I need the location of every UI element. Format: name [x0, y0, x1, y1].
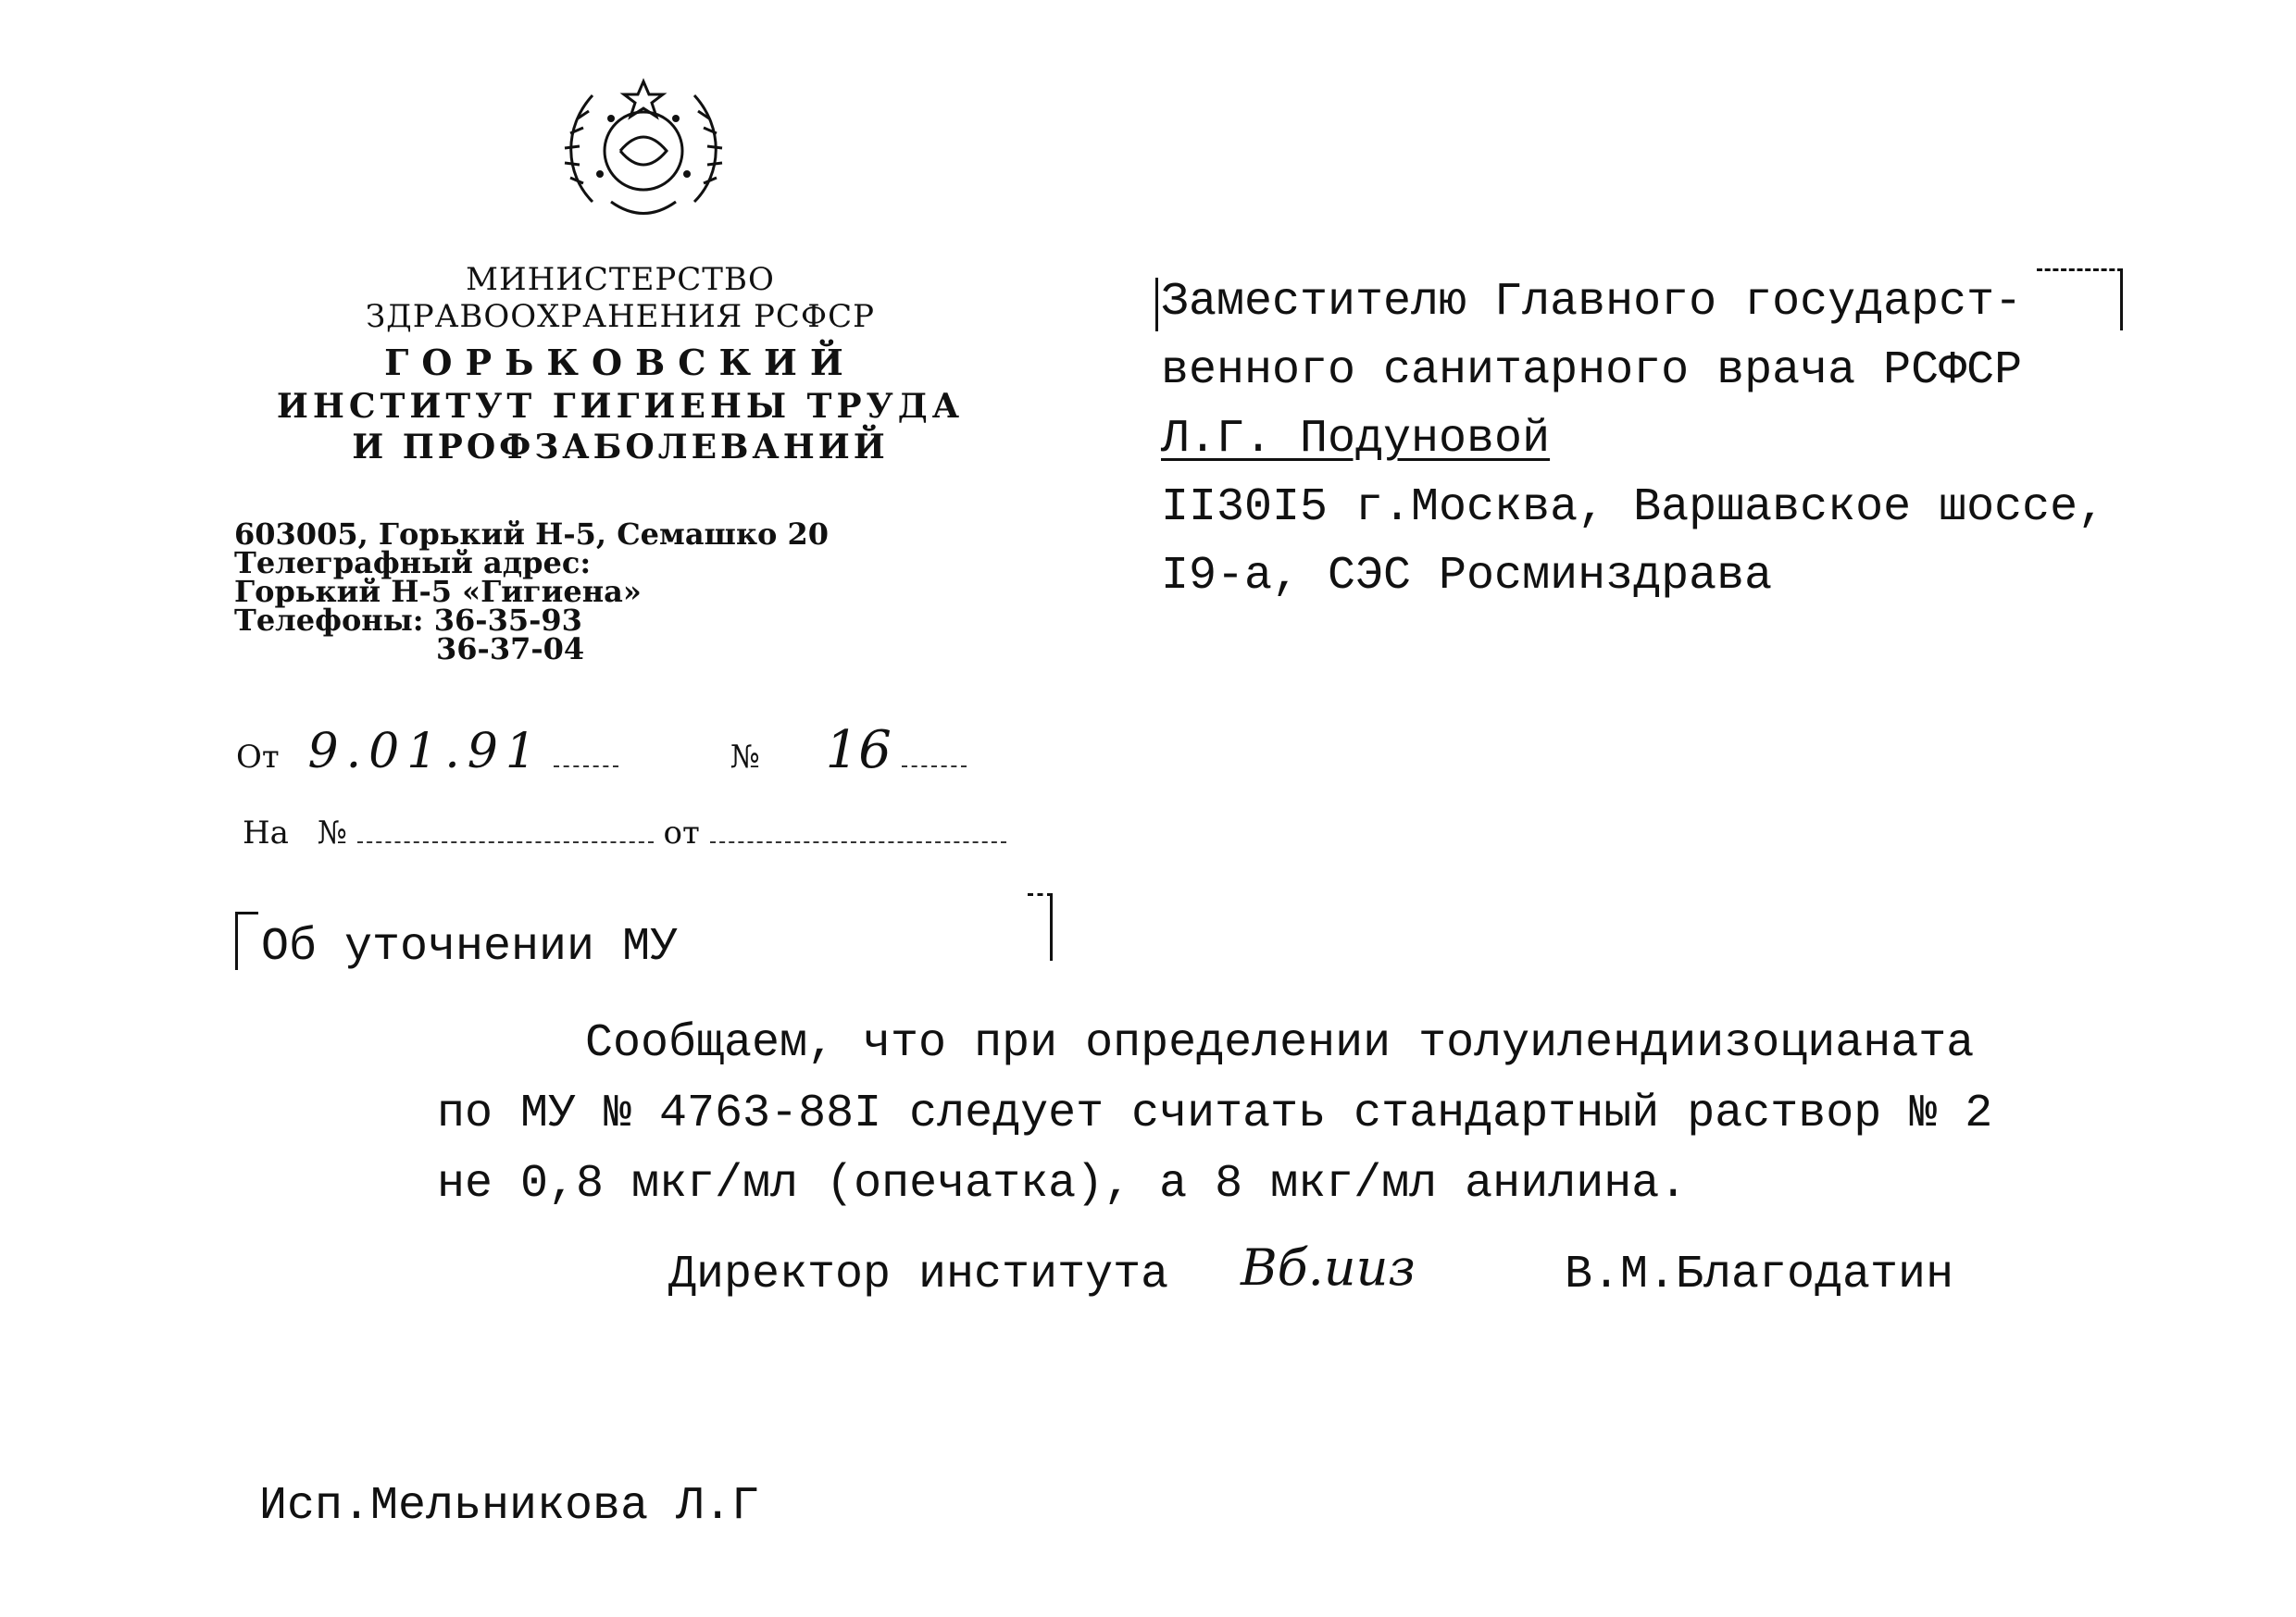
recipient-block: [1161, 268, 2105, 611]
ref-date: 9.01.91: [307, 724, 543, 779]
reply-label: На: [243, 815, 289, 852]
reply-ref-row: [243, 815, 1006, 852]
ministry-line2: ЗДРАВООХРАНЕНИЯ РСФСР: [365, 298, 876, 335]
telegraph-label: Телеграфный адрес:: [234, 545, 592, 580]
recipient-address-line1: II30I5 г.Москва, Варшавское шоссе,: [1161, 481, 2106, 534]
signature-title: Директор института: [668, 1249, 1169, 1301]
emblem-seal: [555, 63, 731, 248]
number-label: №: [730, 739, 760, 776]
institute-line2: И ПРОФЗАБОЛЕВАНИЙ: [352, 428, 889, 466]
recipient-address-line2: I9-а, СЭС Росминздрава: [1161, 550, 1773, 603]
reply-date-line: [710, 840, 1006, 843]
ref-number: 16: [825, 720, 892, 780]
phone-2: 36-37-04: [436, 631, 585, 666]
subject-bracket-left: [235, 912, 258, 970]
body-line1: Сообщаем, что при определении толуилендиизоцианата: [585, 1017, 1975, 1070]
body-line2: по МУ № 4763-88I следует считать стандартный раствор № 2: [437, 1088, 1993, 1140]
institute-line1: ИНСТИТУТ ГИГИЕНЫ ТРУДА: [276, 387, 965, 426]
telegraph-address: Горький Н-5 «Гигиена»: [234, 574, 642, 609]
recipient-line1: Заместителю Главного государст-: [1161, 276, 2023, 329]
reply-number-label: №: [317, 815, 347, 852]
reply-number-line: [357, 840, 654, 843]
body-line3: не 0,8 мкг/мл (опечатка), а 8 мкг/мл анилина.: [437, 1158, 1688, 1211]
from-label: От: [236, 739, 280, 776]
executor-line: Исп.Мельникова Л.Г: [259, 1480, 760, 1533]
handwritten-signature: Вб.ииз: [1241, 1238, 1416, 1297]
subject-line: Об уточнении МУ: [261, 921, 679, 974]
phone-1: 36-35-93: [433, 603, 582, 638]
outgoing-ref-row: [236, 720, 967, 780]
letterhead: [268, 261, 972, 466]
phones-label: Телефоны:: [234, 603, 424, 638]
ministry-line1: МИНИСТЕРСТВО: [466, 261, 775, 298]
subject-bracket-right: [1028, 893, 1053, 961]
date-line: [554, 764, 618, 767]
institute-city: ГОРЬКОВСКИЙ: [384, 342, 856, 383]
recipient-line2: венного санитарного врача РСФСР: [1161, 344, 2023, 397]
reply-from-label: от: [663, 815, 700, 852]
signature-name: В.М.Благодатин: [1565, 1249, 1954, 1301]
recipient-name: Л.Г. Подуновой: [1161, 413, 1551, 466]
postal-address: 603005, Горький Н-5, Семашко 20: [234, 516, 830, 552]
letterhead-address-block: [234, 516, 830, 666]
number-line: [902, 764, 967, 767]
